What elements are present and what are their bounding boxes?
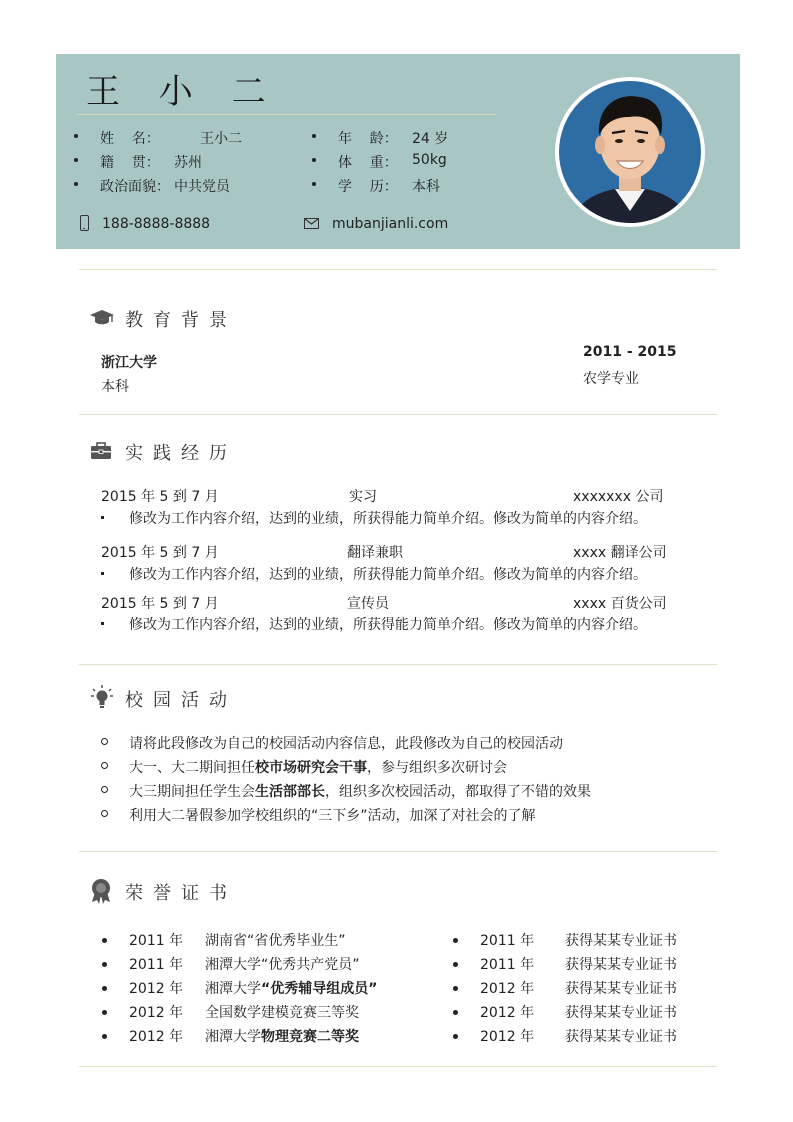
practice-date: 2015 年 5 到 7 月 <box>101 596 219 612</box>
honor-year: 2012 年 <box>129 1005 184 1021</box>
bullet-dot <box>453 1010 458 1015</box>
honor-year: 2011 年 <box>129 933 184 949</box>
bullet-dot <box>453 962 458 967</box>
major: 农学专业 <box>583 371 639 387</box>
practice-role: 实习 <box>349 489 377 505</box>
practice-role: 宣传员 <box>347 596 389 612</box>
bullet-square <box>101 622 104 625</box>
avatar-frame <box>555 77 705 227</box>
honor-item: 湘潭大学“优秀辅导组成员” <box>205 981 378 997</box>
bullet-ring <box>101 738 108 745</box>
info-value: 中共党员 <box>174 179 230 195</box>
info-label: 学 历： <box>338 179 398 195</box>
honor-item: 湘潭大学物理竞赛二等奖 <box>205 1029 359 1045</box>
bullet-ring <box>101 786 108 793</box>
info-value: 王小二 <box>200 131 242 147</box>
bullet-dot <box>102 1010 107 1015</box>
bullet-dot <box>453 986 458 991</box>
bullet-dot <box>453 1034 458 1039</box>
info-value: 本科 <box>412 179 440 195</box>
bullet-dot <box>102 1034 107 1039</box>
info-label: 政治面貌： <box>100 179 170 195</box>
cert-item: 获得某某专业证书 <box>565 957 677 973</box>
bullet-square <box>101 516 104 519</box>
honor-item: 湖南省“省优秀毕业生” <box>205 933 346 949</box>
practice-role: 翻译兼职 <box>347 545 403 561</box>
mail-icon <box>304 218 319 229</box>
medal-icon <box>90 878 112 904</box>
avatar <box>559 81 701 223</box>
section-divider <box>79 269 717 270</box>
section-title-education: 教育背景 <box>125 310 237 331</box>
practice-desc: 修改为工作内容介绍，达到的业绩，所获得能力简单介绍。修改为简单的内容介绍。 <box>129 617 647 633</box>
cert-item: 获得某某专业证书 <box>565 1005 677 1021</box>
cert-year: 2012 年 <box>480 1029 535 1045</box>
honor-item: 全国数学建模竞赛三等奖 <box>205 1005 359 1021</box>
practice-company: xxxx 百货公司 <box>573 596 667 612</box>
honor-year: 2012 年 <box>129 981 184 997</box>
section-divider <box>79 414 717 415</box>
practice-company: xxxxxxx 公司 <box>573 489 664 505</box>
cert-item: 获得某某专业证书 <box>565 933 677 949</box>
honor-year: 2012 年 <box>129 1029 184 1045</box>
info-label: 年 龄： <box>338 131 398 147</box>
honor-year: 2011 年 <box>129 957 184 973</box>
phone-icon <box>80 215 89 231</box>
section-title-campus: 校园活动 <box>125 690 237 711</box>
section-divider <box>79 664 717 665</box>
graduation-cap-icon <box>90 309 114 327</box>
section-title-honors: 荣誉证书 <box>125 883 237 904</box>
info-label: 姓 名： <box>100 131 160 147</box>
lightbulb-icon <box>90 684 114 710</box>
practice-desc: 修改为工作内容介绍，达到的业绩，所获得能力简单介绍。修改为简单的内容介绍。 <box>129 511 647 527</box>
bullet-dot <box>453 938 458 943</box>
section-divider <box>79 851 717 852</box>
cert-year: 2011 年 <box>480 933 535 949</box>
education-years: 2011 - 2015 <box>583 344 677 360</box>
section-title-practice: 实践经历 <box>125 443 237 464</box>
website-link[interactable]: mubanjianli.com <box>332 216 449 232</box>
info-value: 50kg <box>412 152 447 168</box>
campus-item: 请将此段修改为自己的校园活动内容信息，此段修改为自己的校园活动 <box>129 736 563 752</box>
bullet-dot <box>102 986 107 991</box>
bullet-square <box>101 572 104 575</box>
honor-item: 湘潭大学“优秀共产党员” <box>205 957 360 973</box>
info-label: 体 重： <box>338 155 398 171</box>
info-value: 24 岁 <box>412 131 449 147</box>
cert-year: 2012 年 <box>480 981 535 997</box>
info-label: 籍 贯： <box>100 155 160 171</box>
resume-name: 王 小 二 <box>86 72 280 112</box>
section-divider <box>79 1066 717 1067</box>
resume-header <box>56 54 740 249</box>
bullet-dot <box>102 962 107 967</box>
campus-item: 大三期间担任学生会生活部部长，组织多次校园活动，都取得了不错的效果 <box>129 784 591 800</box>
cert-year: 2011 年 <box>480 957 535 973</box>
practice-date: 2015 年 5 到 7 月 <box>101 489 219 505</box>
campus-item: 大一、大二期间担任校市场研究会干事，参与组织多次研讨会 <box>129 760 507 776</box>
practice-date: 2015 年 5 到 7 月 <box>101 545 219 561</box>
cert-year: 2012 年 <box>480 1005 535 1021</box>
briefcase-icon <box>90 442 112 460</box>
phone-number: 188-8888-8888 <box>102 216 211 232</box>
info-value: 苏州 <box>174 155 202 171</box>
degree: 本科 <box>101 379 129 395</box>
cert-item: 获得某某专业证书 <box>565 981 677 997</box>
cert-item: 获得某某专业证书 <box>565 1029 677 1045</box>
practice-company: xxxx 翻译公司 <box>573 545 667 561</box>
school-name: 浙江大学 <box>101 355 157 371</box>
bullet-ring <box>101 762 108 769</box>
name-underline <box>76 114 496 115</box>
practice-desc: 修改为工作内容介绍，达到的业绩，所获得能力简单介绍。修改为简单的内容介绍。 <box>129 567 647 583</box>
bullet-dot <box>102 938 107 943</box>
bullet-ring <box>101 810 108 817</box>
campus-item: 利用大二暑假参加学校组织的“三下乡”活动，加深了对社会的了解 <box>129 808 536 824</box>
